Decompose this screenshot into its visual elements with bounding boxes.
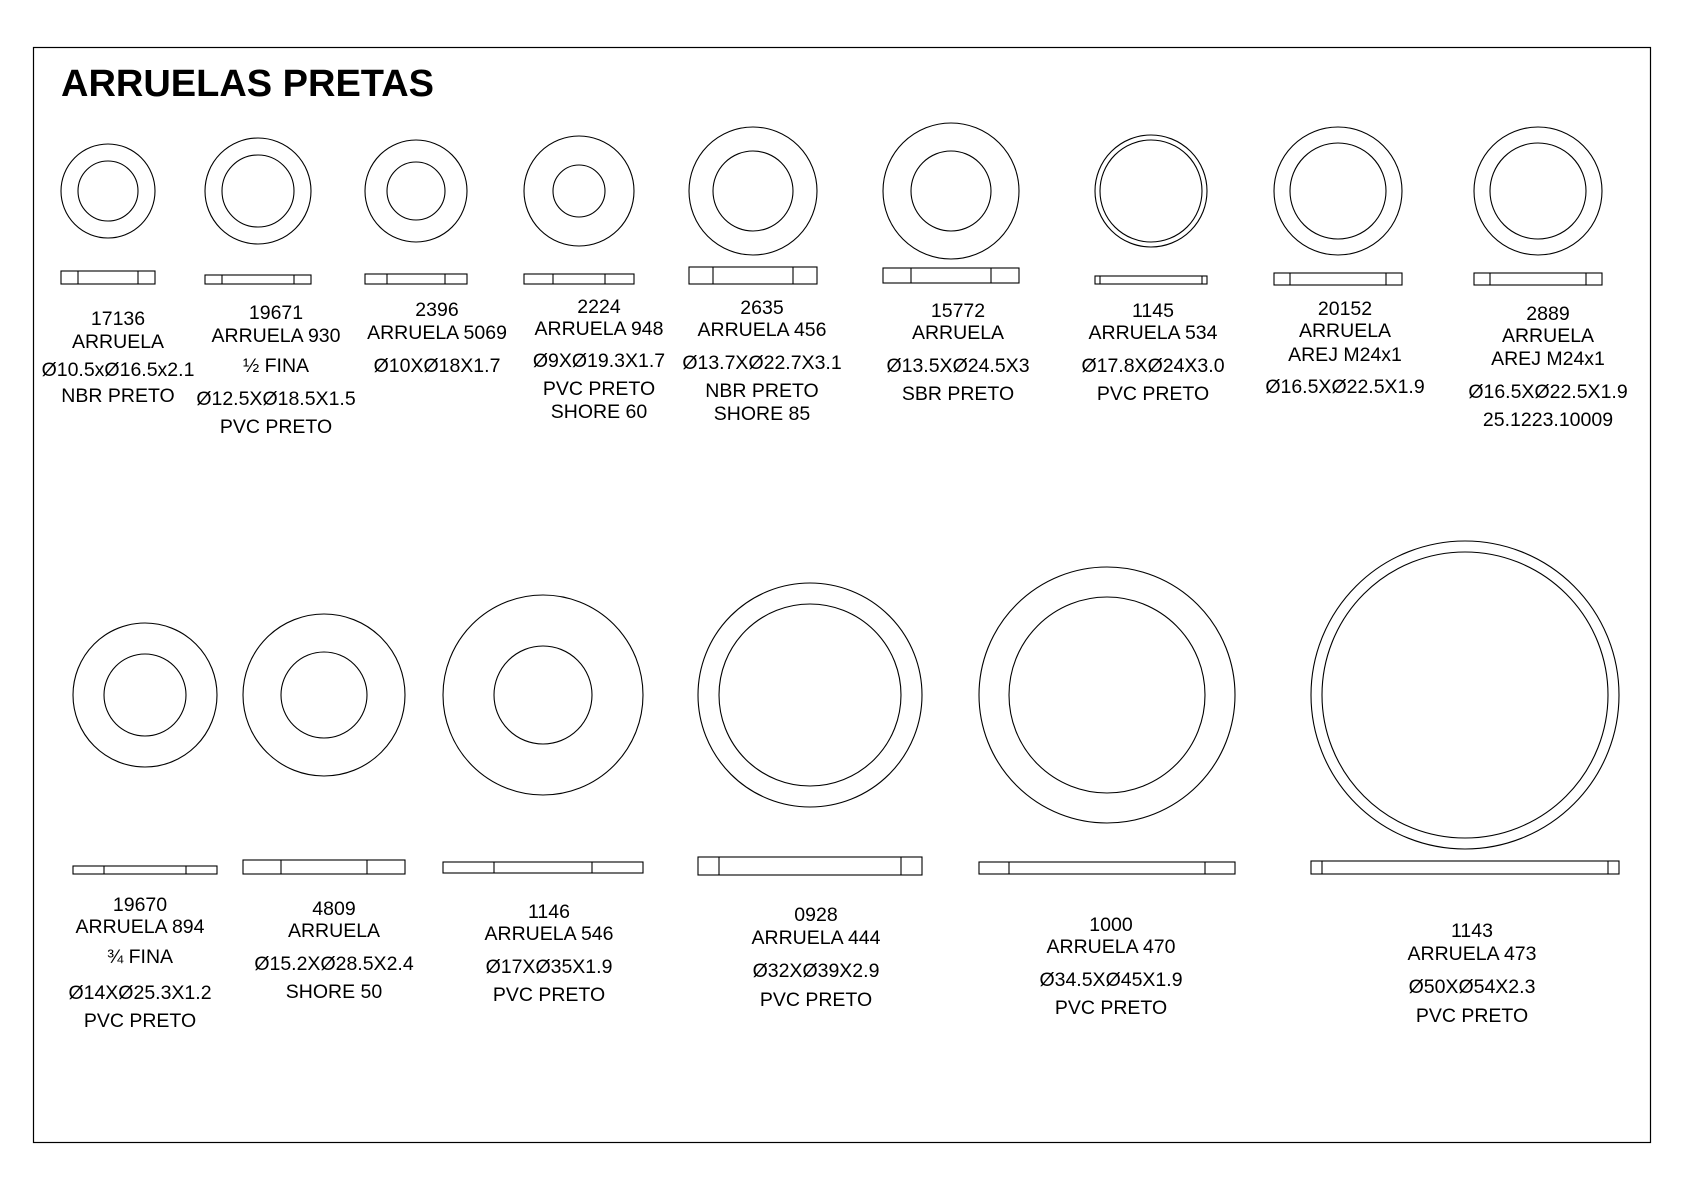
washer-inner-circle [387, 162, 445, 220]
washer-side-view [1474, 273, 1602, 285]
washer-outer-circle [73, 623, 217, 767]
washer-outer-circle [689, 127, 817, 255]
washer-inner-circle [1490, 143, 1586, 239]
washer-label-line: SHORE 60 [550, 401, 648, 423]
washer-item [365, 140, 507, 377]
washer-label-line: 0928 [794, 904, 838, 926]
washer-label-line: Ø17.8XØ24X3.0 [1081, 355, 1225, 377]
washer-label-line: 25.1223.10009 [1482, 409, 1614, 431]
washer-label-line: 2224 [577, 296, 621, 318]
washer-label-line: 17136 [90, 308, 146, 330]
washer-label-line: ARRUELA [1501, 325, 1595, 347]
washer-label-line: ARRUELA 5069 [367, 322, 507, 344]
washer-outer-circle [205, 138, 311, 244]
washer-label-line: Ø50XØ54X2.3 [1408, 976, 1536, 998]
washer-item [443, 595, 643, 1006]
washer-item [698, 583, 922, 1011]
washer-label-line: ARRUELA 534 [1088, 322, 1218, 344]
washer-label-line: 15772 [930, 300, 986, 322]
washer-inner-circle [281, 652, 367, 738]
washer-outer-circle [524, 136, 634, 246]
washer-inner-circle [78, 161, 138, 221]
washer-label-line: Ø15.2XØ28.5X2.4 [254, 953, 414, 975]
washer-label-line: Ø13.7XØ22.7X3.1 [682, 352, 842, 374]
washer-label-line: 4809 [312, 898, 356, 920]
washer-label-line: PVC PRETO [492, 984, 606, 1006]
washer-label-line: Ø16.5XØ22.5X1.9 [1468, 381, 1628, 403]
washer-label-line: Ø13.5XØ24.5X3 [886, 355, 1030, 377]
washer-label-line: NBR PRETO [61, 385, 175, 407]
washer-label-line: 20152 [1317, 298, 1373, 320]
washer-label-line: Ø17XØ35X1.9 [485, 956, 613, 978]
washer-outer-circle [1311, 541, 1619, 849]
washer-inner-circle [494, 646, 592, 744]
washer-label-line: ARRUELA [1298, 320, 1392, 342]
washer-item [42, 144, 195, 407]
washer-label-line: ½ FINA [242, 355, 310, 377]
washer-label-line: ARRUELA 894 [75, 916, 205, 938]
washer-inner-circle [1009, 597, 1205, 793]
washer-side-view [883, 268, 1019, 283]
washer-side-view [1274, 273, 1402, 285]
washer-inner-circle [553, 165, 605, 217]
washer-catalog [42, 123, 1628, 1032]
washer-label-line: Ø12.5XØ18.5X1.5 [196, 388, 356, 410]
washer-item [68, 623, 217, 1032]
washer-label-line: ARRUELA 930 [211, 325, 341, 347]
washer-side-view [1095, 276, 1207, 284]
washer-outer-circle [979, 567, 1235, 823]
washer-item [524, 136, 665, 423]
washer-outer-circle [365, 140, 467, 242]
washer-label-line: ARRUELA [71, 331, 165, 353]
washer-label-line: ¾ FINA [106, 946, 174, 968]
washer-label-line: ARRUELA [287, 920, 381, 942]
washer-item [979, 567, 1235, 1019]
washer-side-view [979, 862, 1235, 874]
washer-label-line: SHORE 50 [285, 981, 383, 1003]
washer-label-line: PVC PRETO [759, 989, 873, 1011]
washer-label-line: Ø10.5xØ16.5x2.1 [41, 359, 195, 381]
washer-side-view [524, 274, 634, 284]
washer-item [243, 614, 414, 1003]
page-title: ARRUELAS PRETAS [61, 63, 434, 105]
washer-label-line: Ø9XØ19.3X1.7 [532, 350, 666, 372]
washer-label-line: ARRUELA 948 [534, 318, 664, 340]
washer-label-line: Ø16.5XØ22.5X1.9 [1265, 376, 1425, 398]
washer-label-line: ARRUELA 444 [751, 927, 881, 949]
washer-label-line: PVC PRETO [1096, 383, 1210, 405]
washer-inner-circle [713, 151, 793, 231]
washer-label-line: ARRUELA [911, 322, 1005, 344]
washer-inner-circle [1290, 143, 1386, 239]
washer-side-view [73, 866, 217, 874]
washer-label-line: Ø10XØ18X1.7 [373, 355, 501, 377]
washer-label-line: 19671 [248, 302, 304, 324]
washer-inner-circle [1322, 552, 1608, 838]
washer-label-line: 2396 [415, 299, 459, 321]
washer-label-line: 1145 [1132, 300, 1174, 322]
washer-side-view [365, 274, 467, 284]
washer-inner-circle [911, 151, 991, 231]
washer-outer-circle [1274, 127, 1402, 255]
washer-label-line: AREJ M24x1 [1491, 348, 1605, 370]
washer-outer-circle [698, 583, 922, 807]
washer-label-line: 1000 [1089, 914, 1133, 936]
washer-side-view [698, 857, 922, 875]
washer-label-line: SHORE 85 [713, 403, 811, 425]
washer-label-line: PVC PRETO [1415, 1005, 1529, 1027]
washer-item [196, 138, 356, 438]
washer-item [1468, 127, 1627, 431]
washer-inner-circle [104, 654, 186, 736]
washer-inner-circle [1100, 140, 1202, 242]
washer-outer-circle [243, 614, 405, 776]
washer-outer-circle [1095, 135, 1207, 247]
washer-item [1265, 127, 1424, 398]
washer-label-line: 19670 [112, 894, 168, 916]
washer-label-line: 2635 [740, 297, 784, 319]
washer-outer-circle [1474, 127, 1602, 255]
washer-label-line: Ø32XØ39X2.9 [752, 960, 880, 982]
washer-outer-circle [443, 595, 643, 795]
washer-label-line: ARRUELA 456 [697, 319, 827, 341]
washer-label-line: SBR PRETO [901, 383, 1015, 405]
washer-label-line: ARRUELA 470 [1046, 936, 1176, 958]
washer-label-line: NBR PRETO [705, 380, 819, 402]
washer-inner-circle [222, 155, 294, 227]
washer-outer-circle [61, 144, 155, 238]
washer-label-line: PVC PRETO [1054, 997, 1168, 1019]
washer-label-line: 1146 [528, 901, 570, 923]
washer-side-view [61, 271, 155, 284]
washer-label-line: AREJ M24x1 [1288, 344, 1402, 366]
washer-outer-circle [883, 123, 1019, 259]
washer-label-line: PVC PRETO [219, 416, 333, 438]
washer-label-line: 1143 [1451, 920, 1493, 942]
washer-side-view [443, 862, 643, 873]
washer-item [883, 123, 1030, 405]
washer-label-line: ARRUELA 546 [484, 923, 614, 945]
washer-inner-circle [719, 604, 901, 786]
washer-side-view [689, 267, 817, 284]
washer-label-line: Ø34.5XØ45X1.9 [1039, 969, 1183, 991]
washer-item [1311, 541, 1619, 1027]
washer-side-view [205, 275, 311, 284]
washer-label-line: PVC PRETO [542, 378, 656, 400]
washer-label-line: ARRUELA 473 [1407, 943, 1537, 965]
washer-label-line: 2889 [1526, 303, 1570, 325]
washer-side-view [243, 860, 405, 874]
washer-label-line: Ø14XØ25.3X1.2 [68, 982, 212, 1004]
washer-label-line: PVC PRETO [83, 1010, 197, 1032]
washer-side-view [1311, 861, 1619, 874]
washer-item [682, 127, 841, 425]
washer-item [1081, 135, 1224, 405]
